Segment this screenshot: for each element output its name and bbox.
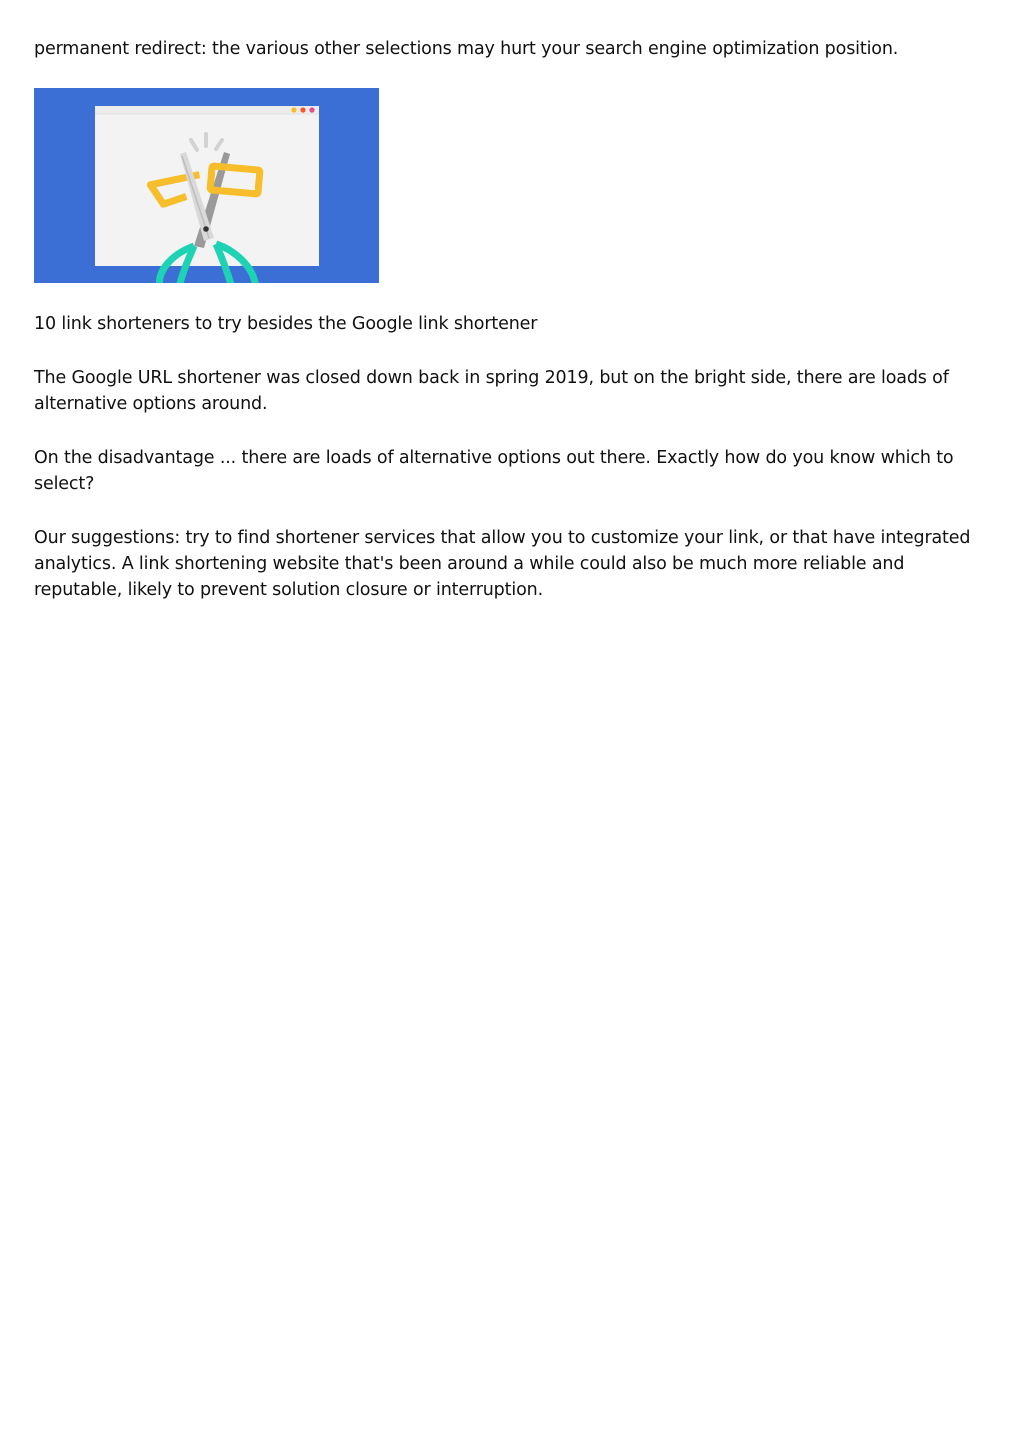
article-heading: 10 link shorteners to try besides the Google link shortener [34,314,538,334]
window-dot-yellow [291,107,296,112]
scissors-pivot [203,226,209,232]
suggestions-paragraph: Our suggestions: try to find shortener services that allow you to customize your link, or that have integrated analytics. A link shortening website that's been around a while could also be much more reliable and reputable, likely to prevent solution closure or interruption. [34,528,971,600]
closed-paragraph: The Google URL shortener was closed down back in spring 2019, but on the bright side, there are loads of alternative options around. [34,368,949,414]
intro-paragraph: permanent redirect: the various other selections may hurt your search engine optimization position. [34,39,899,59]
disadvantage-paragraph: On the disadvantage ... there are loads of alternative options out there. Exactly how do you know which to select? [34,448,954,494]
window-dot-red [300,107,305,112]
window-dot-pink [309,107,314,112]
link-shortener-illustration [34,88,379,283]
document-page [34,36,994,603]
scissors-cutting-link-icon [34,88,379,283]
